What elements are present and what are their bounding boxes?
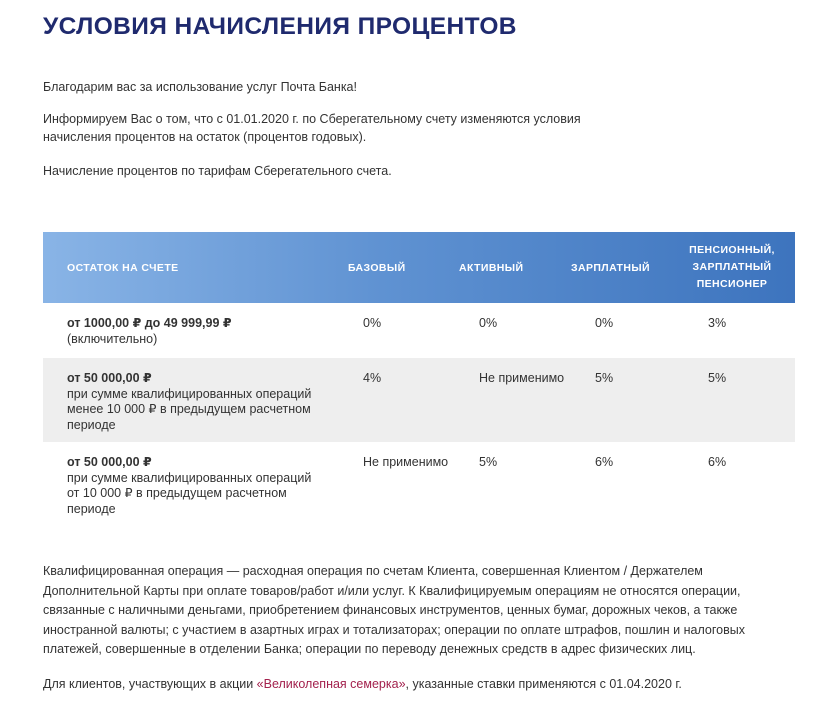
rate-pension: 6%: [708, 455, 727, 469]
balance-range: от 50 000,00 ₽: [67, 455, 152, 469]
qualified-operation-definition: Квалифицированная операция — расходная операция по счетам Клиента, совершенная Клиентом / Держателем Дополнительной Карты при оплате товаров/работ и/или услуг. К Квалифицируемым операциям не относятся операции, связанные с наличными деньгами, приобретением финансовых инструментов, ценных бумаг, дорожных чеков, а также иностранной валюты; с участием в азартных играх и тотализаторах; операции по оплате штрафов, пошлин и налоговых платежей, совершенные в отделении Банка; операции по переводу денежных средств в адрес физических лиц.: [43, 564, 745, 656]
rate-salary: 6%: [595, 455, 614, 469]
page-title: УСЛОВИЯ НАЧИСЛЕНИЯ ПРОЦЕНТОВ: [43, 13, 517, 40]
balance-note: при сумме квалифицированных операций от 10 000 ₽ в предыдущем расчетном периоде: [67, 470, 312, 516]
promo-note: [43, 675, 783, 695]
interest-rates-table: [43, 232, 795, 526]
rate-salary: 0%: [595, 316, 614, 330]
table-row: [43, 303, 795, 358]
rate-active: 5%: [479, 455, 498, 469]
header-basic: БАЗОВЫЙ: [348, 261, 406, 274]
promo-suffix: , указанные ставки применяются с 01.04.2020 г.: [405, 676, 682, 691]
table-row: [43, 442, 795, 526]
header-active: АКТИВНЫЙ: [459, 261, 524, 274]
balance-cell: [67, 371, 327, 433]
balance-range: от 1000,00 ₽ до 49 999,99 ₽: [67, 316, 232, 330]
header-pension: ПЕНСИОННЫЙ, ЗАРПЛАТНЫЙ ПЕНСИОНЕР: [689, 244, 775, 290]
header-balance: ОСТАТОК НА СЧЕТЕ: [67, 261, 179, 274]
rate-pension: 3%: [708, 316, 727, 330]
rate-active: 0%: [479, 316, 498, 330]
intro-greeting: Благодарим вас за использование услуг Почта Банка!: [43, 80, 357, 94]
header-salary: ЗАРПЛАТНЫЙ: [571, 261, 650, 274]
intro-section: [43, 78, 603, 180]
intro-tariff-note: Начисление процентов по тарифам Сберегательного счета.: [43, 164, 392, 178]
balance-cell: [67, 316, 327, 347]
balance-note: при сумме квалифицированных операций менее 10 000 ₽ в предыдущем расчетном периоде: [67, 386, 312, 432]
rate-pension: 5%: [708, 371, 727, 385]
balance-cell: [67, 455, 327, 517]
balance-note: (включительно): [67, 331, 158, 346]
promo-link[interactable]: «Великолепная семерка»: [256, 676, 406, 691]
rate-basic: Не применимо: [363, 455, 449, 469]
footer-section: [43, 562, 783, 694]
table-header: [43, 232, 795, 303]
rate-basic: 0%: [363, 316, 382, 330]
rate-salary: 5%: [595, 371, 614, 385]
intro-notice: Информируем Вас о том, что с 01.01.2020 г. по Сберегательному счету изменяются условия начисления процентов на остаток (процентов годовых).: [43, 112, 581, 144]
balance-range: от 50 000,00 ₽: [67, 371, 152, 385]
rate-basic: 4%: [363, 371, 382, 385]
rate-active: Не применимо: [479, 371, 565, 385]
table-row: [43, 358, 795, 442]
promo-prefix: Для клиентов, участвующих в акции: [43, 676, 257, 691]
